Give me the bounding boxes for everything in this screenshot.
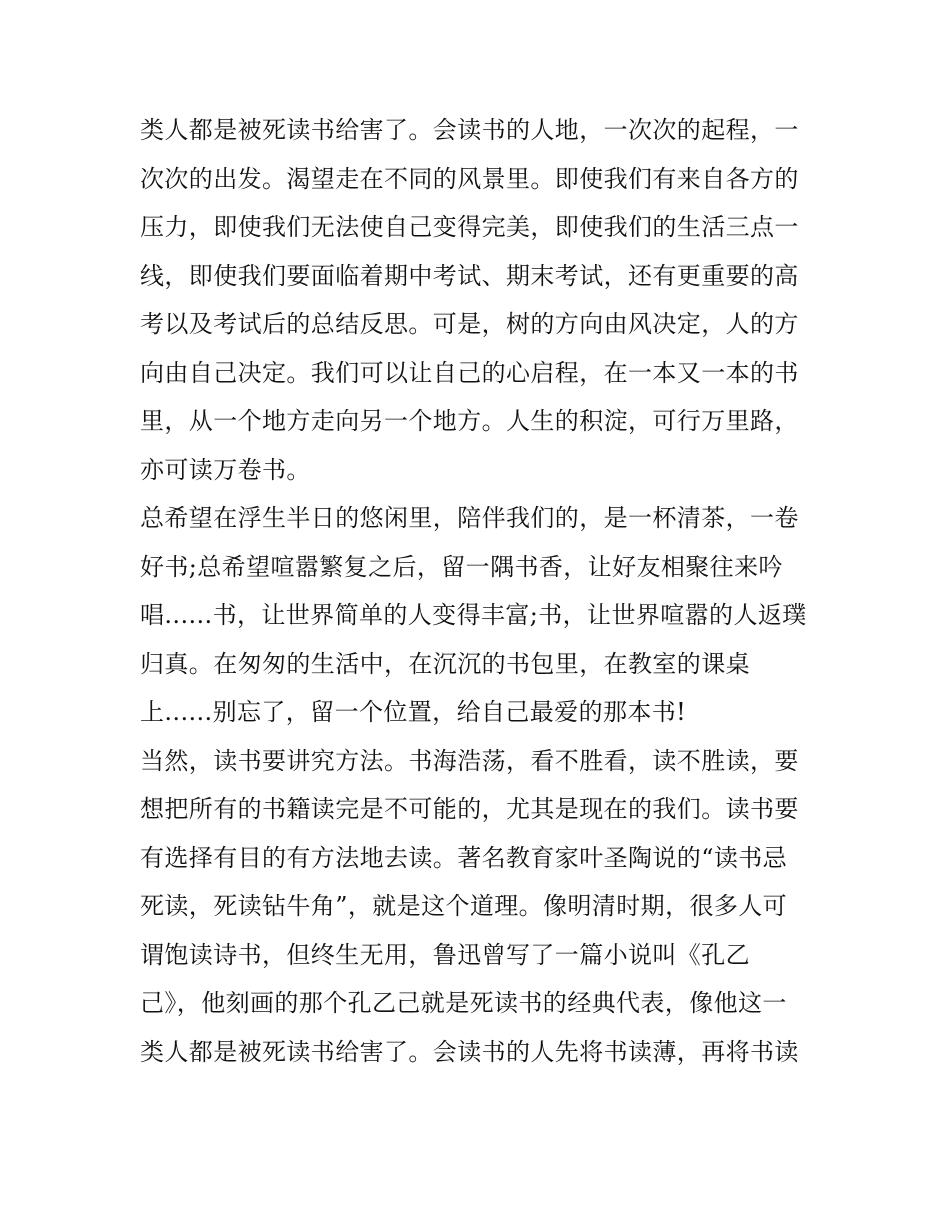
text-line: 有选择有目的有方法地去读。著名教育家叶圣陶说的“读书忌 [140,843,788,872]
text-line: 己》，他刻画的那个孔乙己就是死读书的经典代表，像他这一 [140,989,787,1017]
text-line: 好书;总希望喧嚣繁复之后，留一隅书香，让好友相聚往来吟 [140,552,783,581]
text-line: 上......别忘了，留一个位置，给自己最爱的那本书! [140,698,687,726]
text-line: 向由自己决定。我们可以让自己的心启程，在一本又一本的书 [140,358,799,387]
text-line: 考以及考试后的总结反思。可是，树的方向由风决定，人的方 [140,310,799,338]
text-line: 压力，即使我们无法使自己变得完美，即使我们的生活三点一 [140,213,799,241]
text-line: 里，从一个地方走向另一个地方。人生的积淀，可行万里路， [140,407,799,435]
text-line: 亦可读万卷书。 [140,455,311,484]
text-line: 唱......书，让世界简单的人变得丰富;书，让世界喧嚣的人返璞 [140,601,807,629]
body-text [140,106,820,1076]
text-line: 谓饱读诗书，但终生无用，鲁迅曾写了一篇小说叫《孔乙 [140,940,750,969]
text-line: 线，即使我们要面临着期中考试、期末考试，还有更重要的高 [140,261,799,290]
text-line: 总希望在浮生半日的悠闲里，陪伴我们的，是一杯清茶，一卷 [140,504,799,532]
text-line: 类人都是被死读书给害了。会读书的人先将书读薄，再将书读 [140,1037,799,1066]
text-line: 次次的出发。渴望走在不同的风景里。即使我们有来自各方的 [140,164,799,193]
text-line: 当然，读书要讲究方法。书海浩荡，看不胜看，读不胜读，要 [140,746,799,775]
text-line: 死读，死读钻牛角”，就是这个道理。像明清时期，很多人可 [140,892,788,920]
text-line: 归真。在匆匆的生活中，在沉沉的书包里，在教室的课桌 [140,649,750,678]
text-line: 类人都是被死读书给害了。会读书的人地，一次次的起程，一 [140,116,799,144]
text-line: 想把所有的书籍读完是不可能的，尤其是现在的我们。读书要 [140,795,799,823]
